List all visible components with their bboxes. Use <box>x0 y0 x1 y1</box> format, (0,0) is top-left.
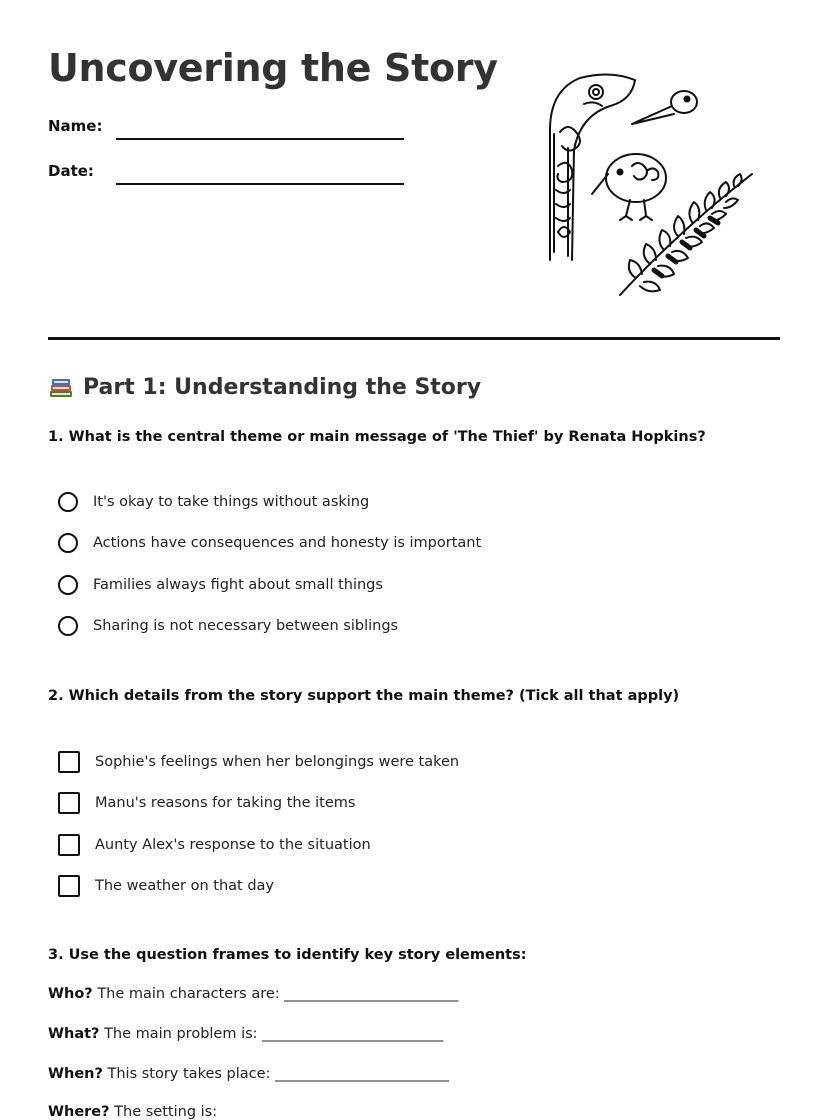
checkbox[interactable] <box>58 751 80 773</box>
question-2: 2. Which details from the story support the main theme? (Tick all that apply) <box>48 688 680 704</box>
name-label: Name: <box>48 117 103 135</box>
frame-when[interactable] <box>48 1066 449 1082</box>
radio-button[interactable] <box>58 533 78 553</box>
q1-option-4[interactable] <box>58 616 398 636</box>
q2-option-1[interactable] <box>58 751 459 773</box>
frame-text: The main problem is: _________________________ <box>104 1026 444 1042</box>
part1-heading-text: Part 1: Understanding the Story <box>83 374 482 400</box>
option-label: Aunty Alex's response to the situation <box>95 837 371 853</box>
radio-button[interactable] <box>58 616 78 636</box>
checkbox[interactable] <box>58 834 80 856</box>
date-label: Date: <box>48 162 94 180</box>
question-3: 3. Use the question frames to identify key story elements: <box>48 947 527 963</box>
option-label: Sharing is not necessary between siblings <box>93 618 399 634</box>
option-label: Actions have consequences and honesty is important <box>93 535 482 551</box>
radio-button[interactable] <box>58 575 78 595</box>
checkbox[interactable] <box>58 875 80 897</box>
checkbox[interactable] <box>58 792 80 814</box>
books-icon <box>48 374 74 400</box>
frame-who[interactable] <box>48 986 458 1002</box>
q1-option-3[interactable] <box>58 575 383 595</box>
q2-option-4[interactable] <box>58 875 274 897</box>
radio-button[interactable] <box>58 492 78 512</box>
q2-option-2[interactable] <box>58 792 355 814</box>
q1-option-1[interactable] <box>58 492 369 512</box>
q1-option-2[interactable] <box>58 533 481 553</box>
option-label: Sophie's feelings when her belongings were taken <box>95 754 460 770</box>
frame-label: Where? <box>48 1104 110 1120</box>
frame-text: This story takes place: ________________________ <box>107 1066 450 1082</box>
part1-heading <box>48 374 481 400</box>
frame-label: Who? <box>48 986 93 1002</box>
option-label: It's okay to take things without asking <box>93 494 370 510</box>
option-label: Manu's reasons for taking the items <box>95 795 356 811</box>
frame-text: The setting is: <box>114 1104 218 1120</box>
q2-option-3[interactable] <box>58 834 371 856</box>
frame-text: The main characters are: ________________________ <box>97 986 459 1002</box>
frame-label: When? <box>48 1066 103 1082</box>
option-label: Families always fight about small things <box>93 577 383 593</box>
section-divider <box>48 337 780 340</box>
maori-carving-kiwi-fern-illustration <box>540 70 760 300</box>
date-field[interactable] <box>116 183 404 185</box>
frame-label: What? <box>48 1026 100 1042</box>
page-title: Uncovering the Story <box>48 46 498 90</box>
option-label: The weather on that day <box>95 878 275 894</box>
name-field[interactable] <box>116 138 404 140</box>
question-1: 1. What is the central theme or main message of 'The Thief' by Renata Hopkins? <box>48 429 706 445</box>
frame-what[interactable] <box>48 1026 443 1042</box>
